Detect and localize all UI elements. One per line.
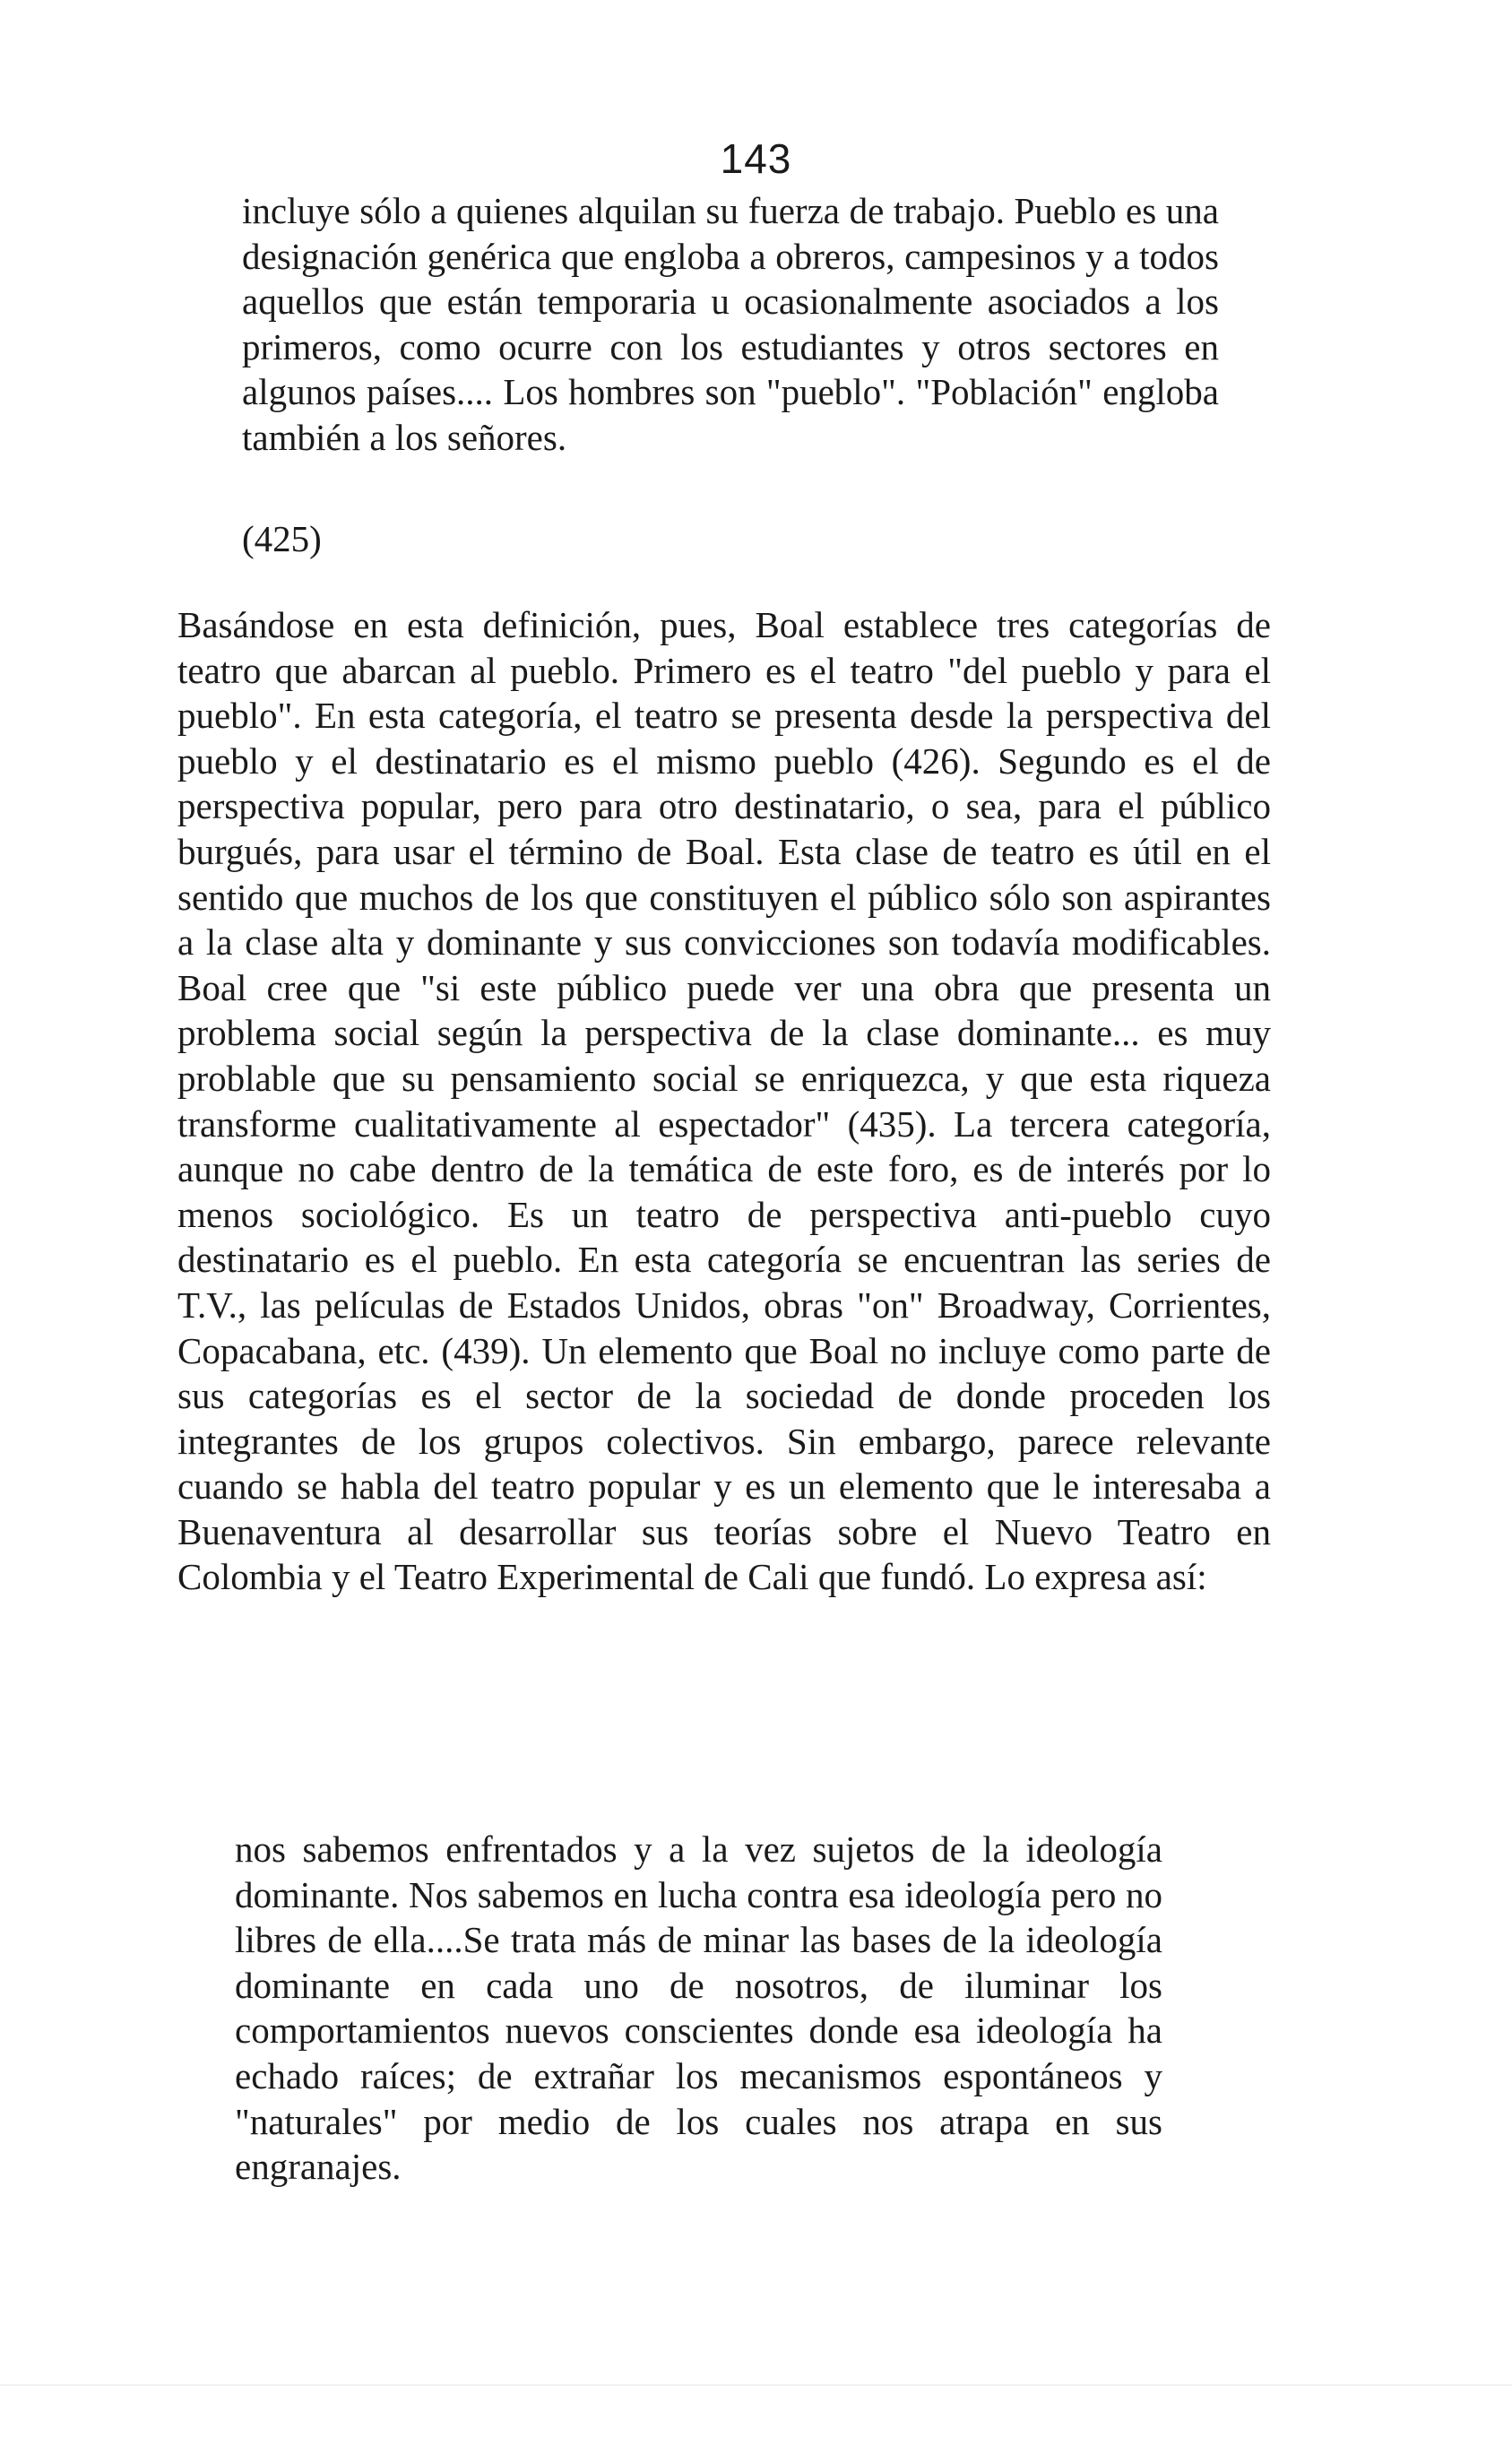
quote-citation bbox=[242, 516, 511, 562]
body-paragraph-text: Basándose en esta definición, pues, Boal establece tres categorías de teatro que abarcan al pueblo. Primero es el teatro "del pueblo y para el pueblo". En esta categoría, el teatro se presenta desde la perspectiva del pueblo y el destinatario es el mismo pueblo (426). Segundo es el de perspectiva popular, pero para otro destinatario, o sea, para el público burgués, para usar el término de Boal. Esta clase de teatro es útil en el sentido que muchos de los que constituyen el público sólo son aspirantes a la clase alta y dominante y sus convicciones son todavía modificables. Boal cree que "si este público puede ver una obra que presenta un problema social según la perspectiva de la clase dominante... es muy problable que su pensamiento social se enriquezca, y que esta riqueza transforme cualitativamente al espectador" (435). La tercera categoría, aunque no cabe dentro de la temática de este foro, es de interés por lo menos sociológico. Es un teatro de perspectiva anti-pueblo cuyo destinatario es el pueblo. En esta categoría se encuentran las series de T.V., las películas de Estados Unidos, obras "on" Broadway, Corrientes, Copacabana, etc. (439). Un elemento que Boal no incluye como parte de sus categorías es el sector de la sociedad de donde proceden los integrantes de los grupos colectivos. Sin embargo, parece relevante cuando se habla del teatro popular y es un elemento que le interesaba a Buenaventura al desarrollar sus teorías sobre el Nuevo Teatro en Colombia y el Teatro Experimental de Cali que fundó. Lo expresa así: bbox=[177, 604, 1271, 1598]
citation-text: (425) bbox=[242, 518, 322, 559]
block-quote-buenaventura bbox=[235, 1827, 1162, 2190]
page-bottom-edge bbox=[0, 2384, 1512, 2386]
body-paragraph bbox=[177, 602, 1271, 1600]
page-number: 143 bbox=[720, 135, 792, 182]
block-quote-boal bbox=[242, 188, 1219, 461]
block-quote-text: nos sabemos enfrentados y a la vez sujetos de la ideología dominante. Nos sabemos en lucha contra esa ideología pero no libres de ella....Se trata más de minar las bases de la ideología dominante en cada uno de nosotros, de iluminar los comportamientos nuevos conscientes donde esa ideología ha echado raíces; de extrañar los mecanismos espontáneos y "naturales" por medio de los cuales nos atrapa en sus engranajes. bbox=[235, 1828, 1162, 2188]
block-quote-text: incluye sólo a quienes alquilan su fuerza de trabajo. Pueblo es una designación genérica que engloba a obreros, campesinos y a todos aquellos que están temporaria u ocasionalmente asociados a los primeros, como ocurre con los estudiantes y otros sectores en algunos países.... Los hombres son "pueblo". "Población" engloba también a los señores. bbox=[242, 190, 1219, 458]
